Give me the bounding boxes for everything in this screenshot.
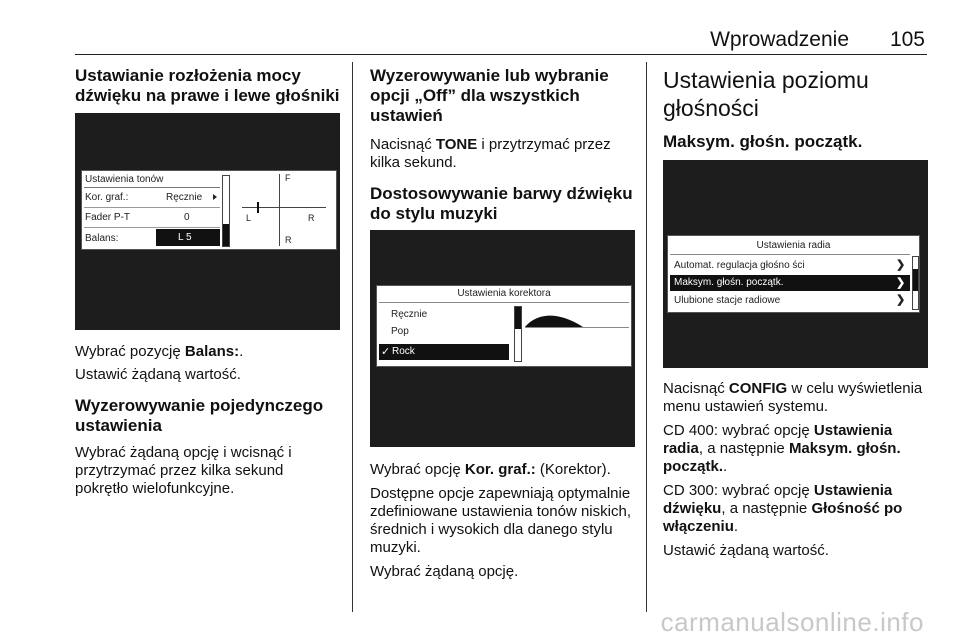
menu-item-selected	[670, 275, 910, 291]
axis-label-front: F	[285, 173, 291, 183]
bold-text: Kor. graf.:	[464, 461, 536, 478]
column-divider	[352, 62, 353, 612]
screen-title: Ustawienia tonów	[85, 174, 164, 185]
heading-reset-single: Wyzerowywanie pojedynczego ustawienia	[75, 396, 324, 435]
paragraph: Ustawić żądaną wartość.	[663, 542, 829, 559]
paragraph	[370, 461, 635, 479]
chevron-right-icon: ❯	[896, 294, 906, 306]
column-2	[370, 66, 635, 224]
heading-balance: Ustawianie rozłożenia mocy dźwięku na prawe i lewe głośniki	[75, 66, 340, 105]
row-value: Ręcznie	[166, 192, 203, 203]
heading-reset-all: Wyzerowywanie lub wybranie opcji „Off” dla wszystkich ustawień	[370, 66, 609, 125]
scrollbar	[514, 306, 522, 362]
scrollbar	[222, 175, 230, 247]
paragraph	[75, 343, 340, 361]
screen-title: Ustawienia radia	[756, 240, 831, 251]
balance-axis-vertical	[279, 174, 280, 246]
column-1	[75, 66, 340, 106]
menu-item-selected	[379, 344, 509, 360]
column-3-text	[663, 380, 928, 560]
menu-item: Pop	[391, 326, 409, 337]
value-highlight	[156, 229, 220, 246]
text: w celu wyświetlenia menu ustawień systemu.	[663, 380, 923, 415]
balance-marker	[257, 202, 259, 213]
balance-axis-horizontal	[242, 207, 326, 208]
paragraph	[663, 380, 928, 416]
tone-settings-screen	[75, 113, 340, 330]
menu-item-label: Rock	[392, 346, 415, 357]
arrow-right-icon	[213, 194, 217, 200]
divider	[84, 207, 220, 208]
column-divider	[646, 62, 647, 612]
chevron-right-icon: ❯	[896, 259, 906, 271]
text: CD 300: wybrać opcję	[663, 482, 814, 499]
radio-settings-screen	[663, 160, 928, 368]
scrollbar	[912, 256, 919, 310]
bold-text: Maksym. głośn. początk.	[663, 440, 901, 475]
bold-text: Ustawienia radia	[663, 422, 893, 457]
divider	[84, 187, 220, 188]
text: Wybrać opcję	[370, 461, 465, 478]
chevron-right-icon: ❯	[896, 277, 906, 289]
text: Nacisnąć	[370, 136, 436, 153]
paragraph	[663, 422, 928, 476]
paragraph	[663, 482, 928, 536]
row-label: Balans:	[85, 233, 119, 244]
column-2-text	[370, 461, 635, 581]
watermark: carmanualsonline.info	[660, 607, 924, 637]
axis-label-right: R	[308, 213, 315, 223]
paragraph: Dostępne opcje zapewniają optymalnie zdefiniowane ustawienia tonów niskich, średnich i wysokich dla danego stylu muzyki.	[370, 485, 631, 556]
text: .	[239, 343, 244, 360]
bold-text: Ustawienia dźwięku	[663, 482, 893, 517]
column-3	[663, 66, 928, 152]
eq-curve-icon	[525, 311, 629, 328]
paragraph: Wybrać żądaną opcję.	[370, 563, 519, 580]
menu-item: Automat. regulacja głośno ści	[674, 260, 805, 271]
bold-text: Balans:	[184, 343, 240, 360]
bold-text: TONE	[435, 136, 478, 153]
divider	[379, 302, 629, 303]
equalizer-panel	[376, 285, 632, 367]
bold-text: Głośność po włączeniu	[663, 500, 903, 535]
axis-label-left: L	[246, 213, 252, 223]
menu-item-label: Maksym. głośn. początk.	[674, 277, 784, 288]
text: CD 400: wybrać opcję	[663, 422, 814, 439]
text: , a następnie	[721, 500, 812, 517]
text: Wybrać pozycję	[75, 343, 185, 360]
paragraph: Ustawić żądaną wartość.	[75, 366, 241, 383]
subheading-max-volume: Maksym. głośn. początk.	[663, 132, 863, 151]
menu-item: Ulubione stacje radiowe	[674, 295, 781, 306]
bold-text: CONFIG	[728, 380, 788, 397]
paragraph: Wybrać żądaną opcję i wcisnąć i przytrzymać przez kilka sekund pokrętło wielofunkcyjne.	[75, 444, 292, 497]
text: .	[723, 458, 728, 475]
scrollbar-thumb	[515, 307, 521, 329]
text: (Korektor).	[535, 461, 611, 478]
heading-volume-settings: Ustawienia poziomu głośności	[663, 67, 869, 121]
menu-item: Ręcznie	[391, 309, 428, 320]
page-number: 105	[889, 28, 925, 51]
screen-title: Ustawienia korektora	[457, 288, 551, 299]
row-label: Kor. graf.:	[85, 192, 129, 203]
text: , a następnie	[698, 440, 789, 457]
balance-value: L 5	[178, 232, 192, 243]
row-value: 0	[184, 212, 190, 223]
equalizer-screen	[370, 230, 635, 447]
divider	[84, 227, 220, 228]
row-label: Fader P-T	[85, 212, 131, 223]
scrollbar-thumb	[223, 224, 229, 246]
heading-eq-style: Dostosowywanie barwy dźwięku do stylu muzyki	[370, 184, 633, 223]
radio-settings-panel	[667, 235, 920, 313]
scrollbar-thumb	[913, 269, 918, 291]
tone-settings-panel	[81, 170, 337, 250]
check-icon: ✓	[381, 346, 391, 358]
column-1-text	[75, 343, 340, 498]
text: i przytrzymać przez kilka sekund.	[370, 136, 611, 171]
page-header	[75, 26, 927, 55]
section-title: Wprowadzenie	[710, 28, 849, 51]
text: Nacisnąć	[663, 380, 729, 397]
text: .	[733, 518, 739, 535]
axis-label-rear: R	[285, 235, 292, 245]
divider	[670, 254, 910, 255]
paragraph	[370, 136, 635, 172]
